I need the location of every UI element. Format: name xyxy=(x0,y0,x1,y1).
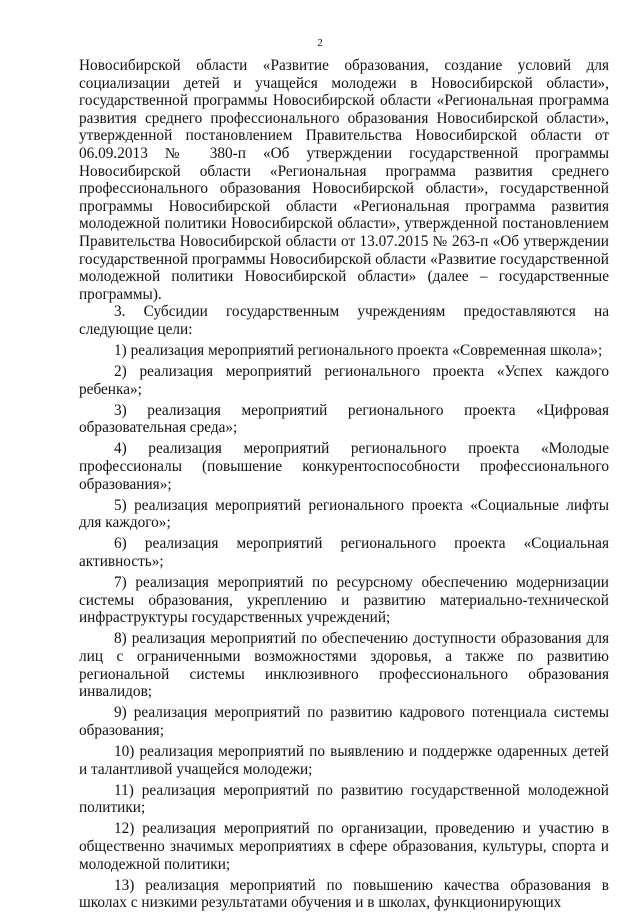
intro-paragraph: Новосибирской области «Развитие образования, создание условий для социализации детей и учащейся молодежи в Новосибирской области», государственной программы Новосибирской области «Региональная программа развития среднего профессионального образования Новосибирской области», утвержденной постановлением Правительства Новосибирской области от 06.09.2013 № 380-п «Об утверждении государственной программы Новосибирской области «Региональная программа развития среднего профессионального образования Новосибирской области», государственной программы Новосибирской области «Региональная программа развития молодежной политики Новосибирской области», утвержденной постановлением Правительства Новосибирской области от 13.07.2015 № 263-п «Об утверждении государственной программы Новосибирской области «Развитие государственной молодежной политики Новосибирской области» (далее – государственные программы). xyxy=(79,57,609,303)
list-item: 4) реализация мероприятий регионального проекта «Молодые профессионалы (повышение конкурентоспособности профессионального образования»; xyxy=(79,440,609,493)
list-item: 10) реализация мероприятий по выявлению и поддержке одаренных детей и талантливой учащейся молодежи; xyxy=(79,742,609,778)
list-item: 5) реализация мероприятий регионального проекта «Социальные лифты для каждого»; xyxy=(79,496,609,532)
list-item: 2) реализация мероприятий регионального проекта «Успех каждого ребенка»; xyxy=(79,363,609,398)
list-item: 8) реализация мероприятий по обеспечению доступности образования для лиц с ограниченными возможностями здоровья, а также по развитию региональной системы инклюзивного профессионального образования инвалидов; xyxy=(79,630,609,701)
list-item: 7) реализация мероприятий по ресурсному обеспечению модернизации системы образования, укреплению и развитию материально-технической инфраструктуры государственных учреждений; xyxy=(79,574,609,627)
document-body xyxy=(79,57,609,912)
list-item: 1) реализация мероприятий регионального проекта «Современная школа»; xyxy=(114,342,603,359)
list-item: 12) реализация мероприятий по организации, проведению и участию в общественно значимых мероприятиях в сфере образования, культуры, спорта и молодежной политики; xyxy=(79,820,609,873)
list-item: 3) реализация мероприятий регионального проекта «Цифровая образовательная среда»; xyxy=(79,401,609,437)
list-item: 13) реализация мероприятий по повышению качества образования в школах с низкими результатами обучения и в школах, функционирующих xyxy=(79,876,609,912)
goals-list xyxy=(79,342,609,912)
list-item: 9) реализация мероприятий по развитию кадрового потенциала системы образования; xyxy=(79,704,609,739)
list-item: 11) реализация мероприятий по развитию государственной молодежной политики; xyxy=(79,781,609,817)
page-number: 2 xyxy=(317,37,323,49)
list-item: 6) реализация мероприятий регионального проекта «Социальная активность»; xyxy=(79,535,609,571)
section-3-paragraph: 3. Субсидии государственным учреждениям предоставляются на следующие цели: xyxy=(79,303,609,338)
